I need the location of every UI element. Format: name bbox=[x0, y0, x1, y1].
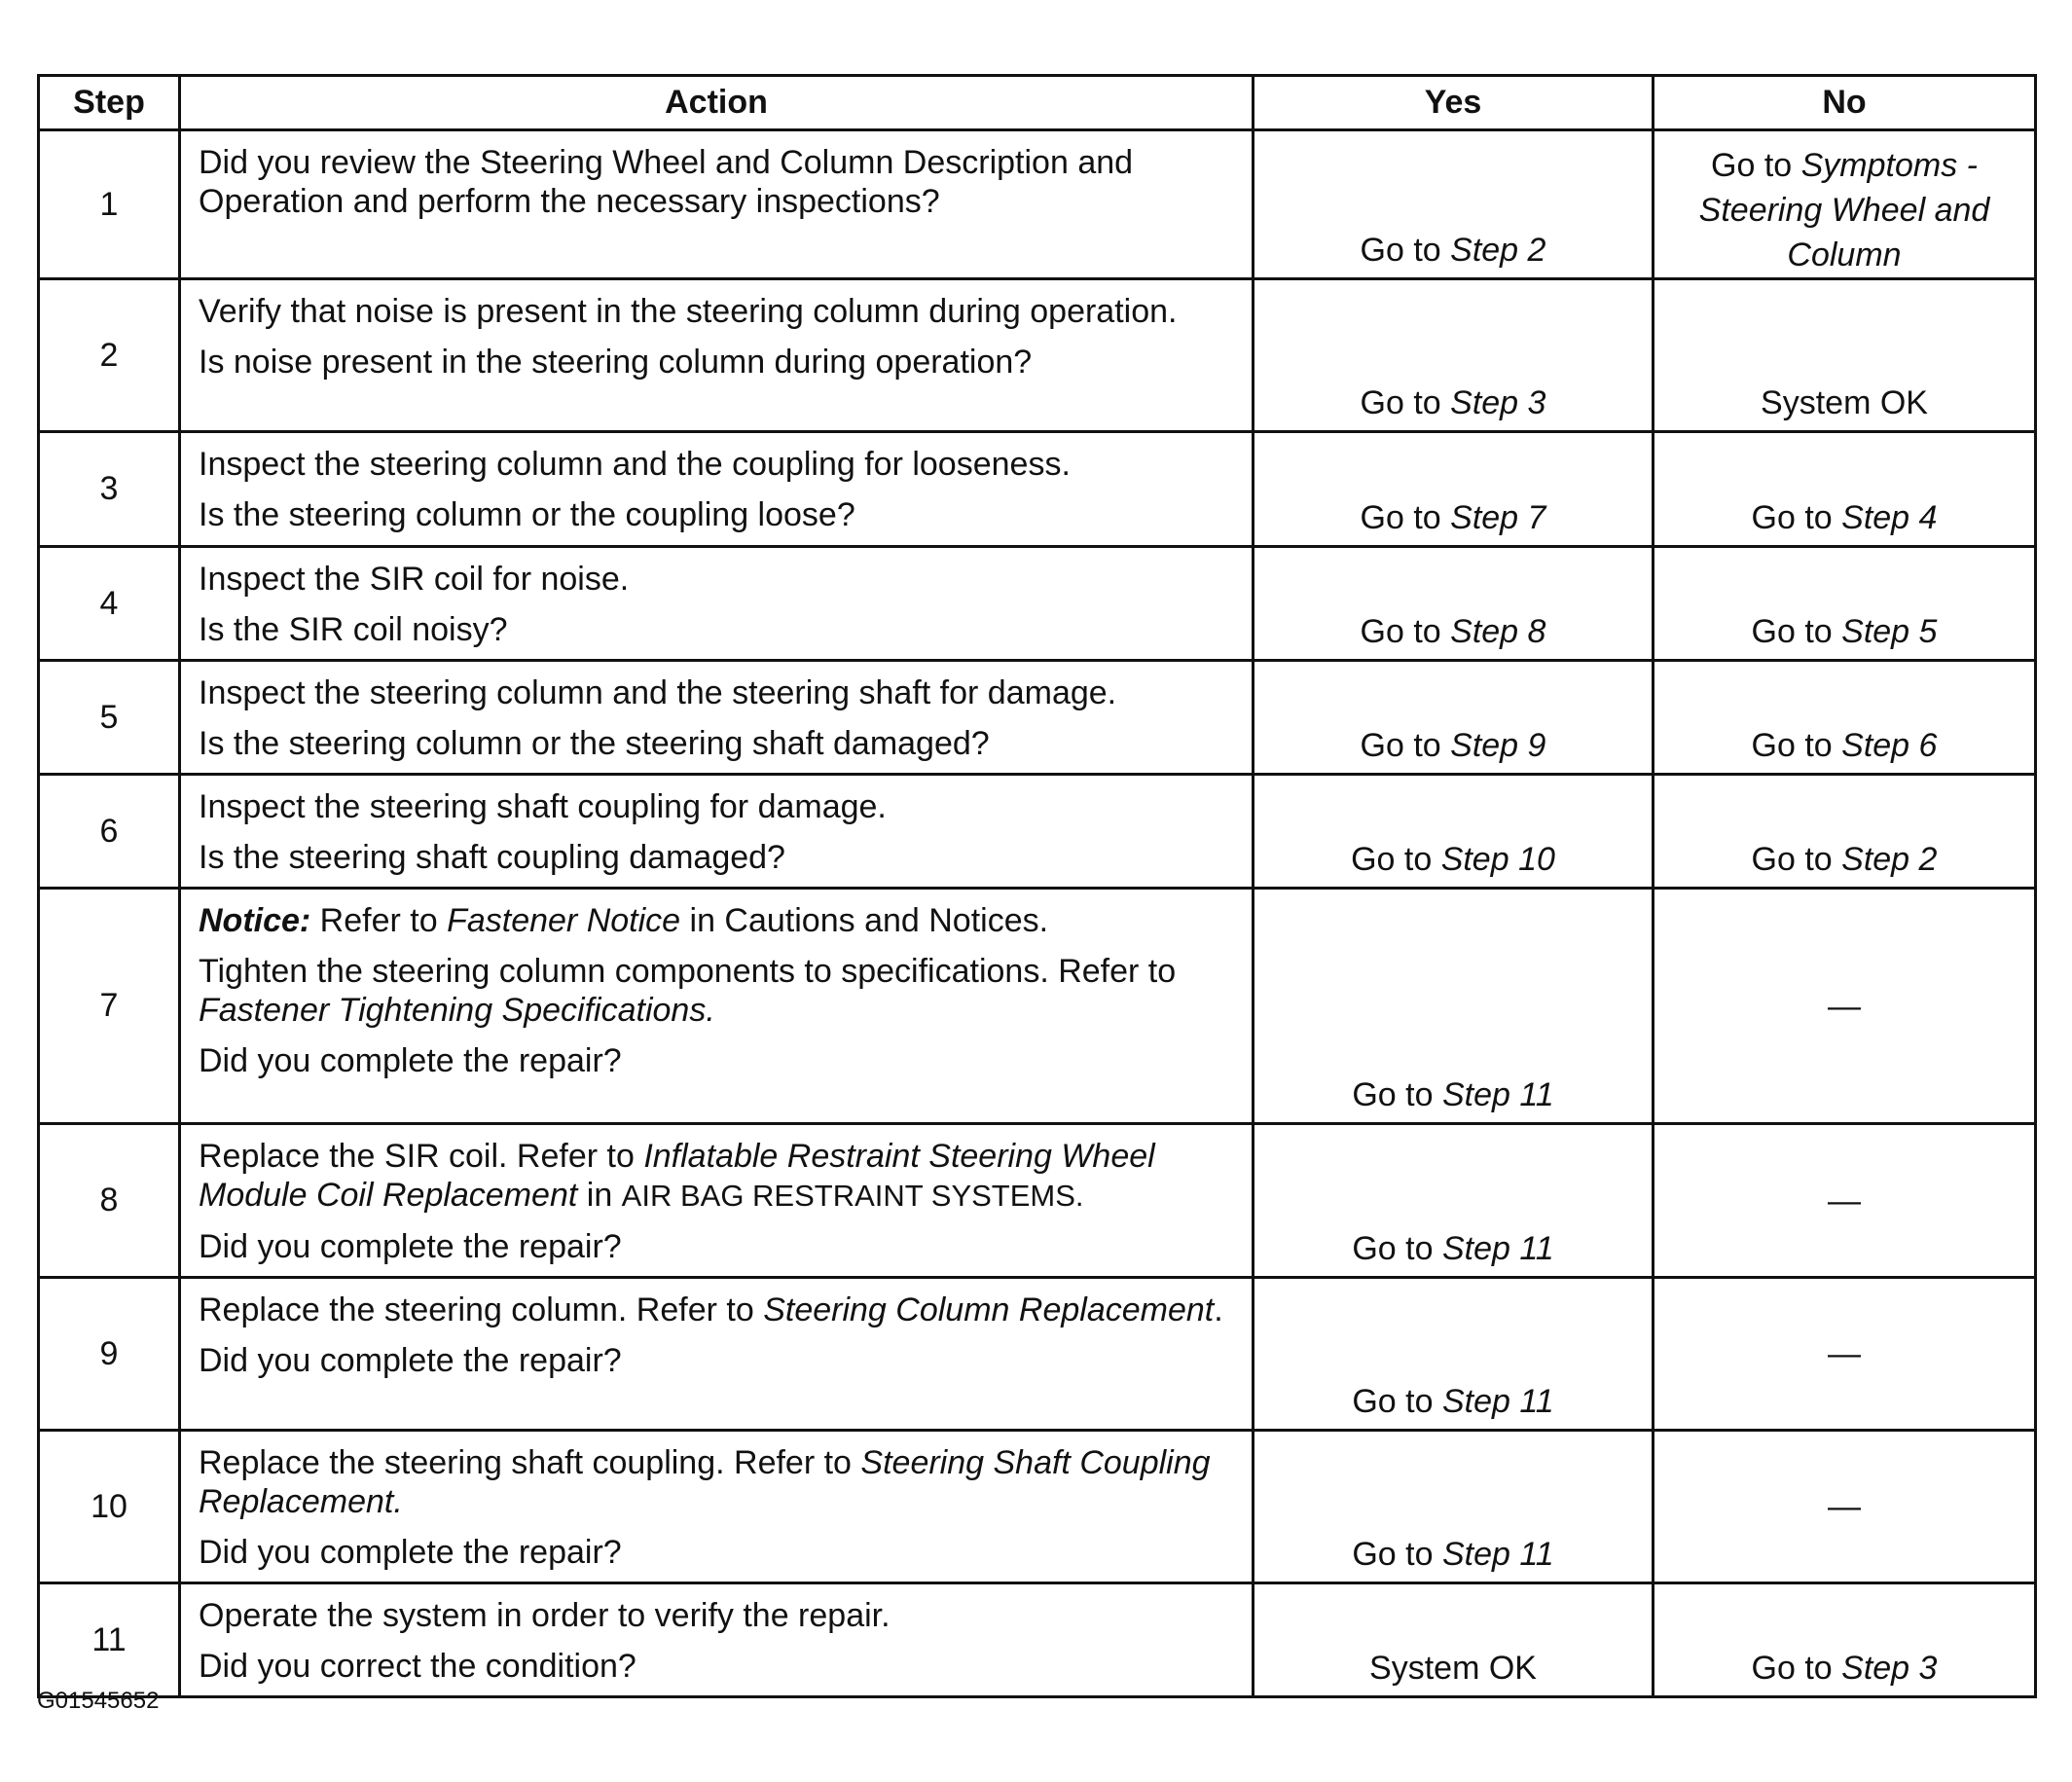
table-row bbox=[39, 661, 2036, 775]
action-text: Refer to bbox=[310, 902, 448, 939]
yes-reference: Step 10 bbox=[1440, 841, 1555, 878]
table-row bbox=[39, 1124, 2036, 1278]
action-text: Inspect the SIR coil for noise. bbox=[199, 561, 630, 598]
header-yes: Yes bbox=[1254, 76, 1654, 130]
table-row bbox=[39, 889, 2036, 1124]
action-text: Did you complete the repair? bbox=[199, 1228, 622, 1265]
action-text: Did you complete the repair? bbox=[199, 1342, 622, 1379]
action-paragraph bbox=[199, 1227, 1230, 1266]
action-paragraph bbox=[199, 292, 1230, 331]
action-cell bbox=[180, 1431, 1254, 1583]
yes-result bbox=[1254, 547, 1654, 661]
action-paragraph bbox=[199, 1041, 1230, 1080]
table-row bbox=[39, 1431, 2036, 1583]
action-text: Operate the system in order to verify the repair. bbox=[199, 1597, 891, 1634]
header-action: Action bbox=[180, 76, 1254, 130]
no-text: Go to bbox=[1751, 1650, 1842, 1687]
action-cell bbox=[180, 1583, 1254, 1697]
no-text: — bbox=[1828, 1182, 1861, 1219]
action-paragraph bbox=[199, 445, 1230, 484]
action-paragraph bbox=[199, 560, 1230, 599]
action-text: . bbox=[1214, 1291, 1223, 1328]
yes-text: Go to bbox=[1352, 1230, 1442, 1267]
no-text: Go to bbox=[1751, 613, 1842, 650]
step-number: 8 bbox=[39, 1124, 180, 1278]
table-row bbox=[39, 432, 2036, 547]
yes-text: Go to bbox=[1360, 727, 1451, 764]
table-row bbox=[39, 547, 2036, 661]
yes-text: Go to bbox=[1360, 499, 1451, 536]
action-paragraph bbox=[199, 673, 1230, 712]
yes-text: System OK bbox=[1369, 1650, 1537, 1687]
action-paragraph bbox=[199, 610, 1230, 649]
no-result bbox=[1654, 130, 2036, 279]
action-cell bbox=[180, 432, 1254, 547]
no-reference: Step 3 bbox=[1841, 1650, 1938, 1687]
action-text: in bbox=[577, 1177, 622, 1214]
yes-text: Go to bbox=[1360, 384, 1451, 421]
action-paragraph bbox=[199, 1596, 1230, 1635]
step-number: 5 bbox=[39, 661, 180, 775]
step-number: 7 bbox=[39, 889, 180, 1124]
yes-result bbox=[1254, 1278, 1654, 1431]
action-section-name: AIR BAG RESTRAINT SYSTEMS. bbox=[621, 1179, 1084, 1213]
header-step: Step bbox=[39, 76, 180, 130]
no-text: Go to bbox=[1751, 499, 1842, 536]
action-paragraph bbox=[199, 1443, 1230, 1521]
no-result bbox=[1654, 432, 2036, 547]
action-reference: Steering Shaft Coupling Replacement. bbox=[199, 1444, 1211, 1520]
action-text: Is noise present in the steering column during operation? bbox=[199, 344, 1033, 381]
action-text: Replace the SIR coil. Refer to bbox=[199, 1138, 644, 1175]
no-result bbox=[1654, 661, 2036, 775]
no-text: — bbox=[1828, 1335, 1861, 1372]
action-reference: Fastener Tightening Specifications. bbox=[199, 992, 715, 1029]
action-text: Is the steering shaft coupling damaged? bbox=[199, 839, 785, 876]
action-cell bbox=[180, 1124, 1254, 1278]
yes-result bbox=[1254, 889, 1654, 1124]
step-number: 10 bbox=[39, 1431, 180, 1583]
action-text: Verify that noise is present in the steering column during operation. bbox=[199, 293, 1178, 330]
no-result bbox=[1654, 1278, 2036, 1431]
action-paragraph bbox=[199, 838, 1230, 877]
no-reference: Step 6 bbox=[1841, 727, 1938, 764]
no-result bbox=[1654, 1583, 2036, 1697]
action-reference: Inflatable Restraint Steering Wheel Module Coil Replacement bbox=[199, 1138, 1155, 1214]
action-paragraph bbox=[199, 724, 1230, 763]
no-text: — bbox=[1828, 987, 1861, 1025]
action-notice-label: Notice: bbox=[199, 902, 311, 939]
yes-result bbox=[1254, 130, 1654, 279]
action-paragraph bbox=[199, 1291, 1230, 1329]
action-cell bbox=[180, 279, 1254, 432]
action-paragraph bbox=[199, 343, 1230, 382]
yes-reference: Step 9 bbox=[1450, 727, 1546, 764]
action-text: Inspect the steering column and the steering shaft for damage. bbox=[199, 674, 1117, 711]
figure-id: G01545652 bbox=[37, 1688, 160, 1714]
action-text: Is the SIR coil noisy? bbox=[199, 611, 508, 648]
table-body bbox=[39, 130, 2036, 1697]
diagnostic-table bbox=[37, 74, 2037, 1698]
action-paragraph bbox=[199, 143, 1230, 221]
no-result bbox=[1654, 775, 2036, 889]
yes-reference: Step 7 bbox=[1450, 499, 1546, 536]
no-reference: Step 5 bbox=[1841, 613, 1938, 650]
yes-reference: Step 8 bbox=[1450, 613, 1546, 650]
action-paragraph bbox=[199, 495, 1230, 534]
table-row bbox=[39, 130, 2036, 279]
action-paragraph bbox=[199, 1647, 1230, 1686]
action-text: Inspect the steering column and the coupling for looseness. bbox=[199, 446, 1071, 483]
action-text: Did you review the Steering Wheel and Column Description and Operation and perform the necessary inspections? bbox=[199, 144, 1134, 220]
table-row bbox=[39, 279, 2036, 432]
yes-result bbox=[1254, 661, 1654, 775]
no-reference: Step 4 bbox=[1841, 499, 1938, 536]
no-result bbox=[1654, 1124, 2036, 1278]
no-result bbox=[1654, 547, 2036, 661]
action-text: in Cautions and Notices. bbox=[680, 902, 1049, 939]
no-text: — bbox=[1828, 1488, 1861, 1525]
yes-result bbox=[1254, 1583, 1654, 1697]
action-text: Did you correct the condition? bbox=[199, 1648, 636, 1685]
step-number: 9 bbox=[39, 1278, 180, 1431]
table-row bbox=[39, 1583, 2036, 1697]
yes-result bbox=[1254, 775, 1654, 889]
yes-result bbox=[1254, 1124, 1654, 1278]
action-text: Inspect the steering shaft coupling for damage. bbox=[199, 788, 887, 825]
action-text: Replace the steering column. Refer to bbox=[199, 1291, 764, 1328]
action-text: Is the steering column or the coupling loose? bbox=[199, 496, 855, 533]
step-number: 6 bbox=[39, 775, 180, 889]
yes-reference: Step 11 bbox=[1441, 1383, 1554, 1420]
no-text: Go to bbox=[1751, 727, 1842, 764]
action-text: Replace the steering shaft coupling. Refer to bbox=[199, 1444, 861, 1481]
action-cell bbox=[180, 547, 1254, 661]
yes-reference: Step 3 bbox=[1450, 384, 1546, 421]
action-cell bbox=[180, 889, 1254, 1124]
action-text: Is the steering column or the steering shaft damaged? bbox=[199, 725, 990, 762]
yes-text: Go to bbox=[1352, 1383, 1442, 1420]
action-cell bbox=[180, 661, 1254, 775]
action-paragraph bbox=[199, 1341, 1230, 1380]
no-text: Go to bbox=[1711, 147, 1801, 184]
no-result bbox=[1654, 1431, 2036, 1583]
no-reference: Symptoms - Steering Wheel and Column bbox=[1698, 147, 1990, 273]
action-paragraph bbox=[199, 787, 1230, 826]
action-paragraph bbox=[199, 952, 1230, 1030]
yes-text: Go to bbox=[1352, 1076, 1442, 1113]
step-number: 1 bbox=[39, 130, 180, 279]
action-paragraph bbox=[199, 1533, 1230, 1572]
header-no: No bbox=[1654, 76, 2036, 130]
step-number: 11 bbox=[39, 1583, 180, 1697]
action-cell bbox=[180, 775, 1254, 889]
yes-text: Go to bbox=[1351, 841, 1441, 878]
action-paragraph bbox=[199, 901, 1230, 940]
step-number: 4 bbox=[39, 547, 180, 661]
no-result bbox=[1654, 889, 2036, 1124]
yes-reference: Step 11 bbox=[1441, 1076, 1554, 1113]
yes-text: Go to bbox=[1360, 232, 1451, 269]
no-result bbox=[1654, 279, 2036, 432]
table-row bbox=[39, 775, 2036, 889]
no-text: System OK bbox=[1761, 384, 1928, 421]
step-number: 3 bbox=[39, 432, 180, 547]
yes-text: Go to bbox=[1352, 1536, 1442, 1573]
yes-reference: Step 11 bbox=[1441, 1536, 1554, 1573]
action-reference: Steering Column Replacement bbox=[763, 1291, 1215, 1328]
yes-reference: Step 2 bbox=[1450, 232, 1546, 269]
action-text: Did you complete the repair? bbox=[199, 1534, 622, 1571]
no-reference: Step 2 bbox=[1841, 841, 1938, 878]
action-cell bbox=[180, 1278, 1254, 1431]
table-row bbox=[39, 1278, 2036, 1431]
action-reference: Fastener Notice bbox=[447, 902, 681, 939]
table-header-row bbox=[39, 76, 2036, 130]
action-paragraph bbox=[199, 1137, 1230, 1216]
yes-result bbox=[1254, 279, 1654, 432]
action-text: Did you complete the repair? bbox=[199, 1042, 622, 1079]
yes-result bbox=[1254, 1431, 1654, 1583]
action-cell bbox=[180, 130, 1254, 279]
yes-result bbox=[1254, 432, 1654, 547]
yes-reference: Step 11 bbox=[1441, 1230, 1554, 1267]
no-text: Go to bbox=[1751, 841, 1842, 878]
step-number: 2 bbox=[39, 279, 180, 432]
action-text: Tighten the steering column components to specifications. Refer to bbox=[199, 953, 1177, 990]
yes-text: Go to bbox=[1360, 613, 1451, 650]
